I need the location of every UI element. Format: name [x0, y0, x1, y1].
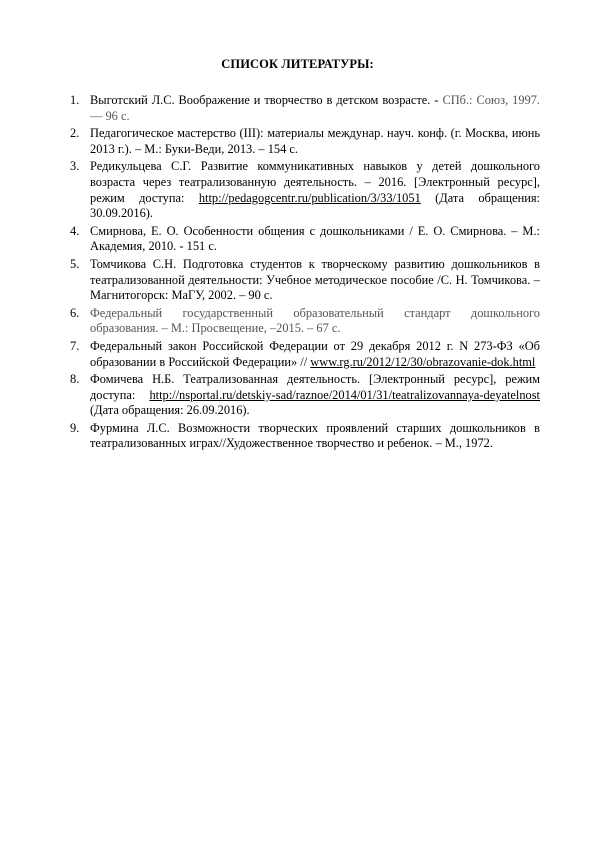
reference-link[interactable]: www.rg.ru/2012/12/30/obrazovanie-dok.html	[310, 354, 536, 369]
reference-number: 8.	[70, 372, 80, 387]
reference-number: 1.	[70, 93, 80, 107]
reference-text-grey: СПб.: Союз, 1997. — 96 с.	[90, 93, 540, 123]
reference-number: 4.	[70, 223, 80, 238]
reference-text: Фурмина Л.С. Возможности творческих проявлений старших дошкольников в театрализованных играх//Художественное творчество и ребенок. – М., 1972.	[90, 420, 540, 451]
reference-text: Фомичева Н.Б. Театрализованная деятельность. [Электронный ресурс], режим доступа:	[90, 372, 540, 402]
reference-item	[70, 93, 540, 124]
reference-number: 9.	[70, 420, 80, 435]
reference-list	[70, 93, 540, 454]
reference-item	[70, 159, 540, 221]
reference-item	[70, 372, 540, 419]
reference-number: 7.	[70, 338, 80, 353]
page-title: СПИСОК ЛИТЕРАТУРЫ:	[221, 57, 374, 71]
reference-link[interactable]: http://nsportal.ru/detskiy-sad/raznoe/2014/01/31/teatralizovannaya-deyatelnost	[149, 387, 540, 402]
reference-item	[70, 306, 540, 337]
reference-number: 5.	[70, 256, 80, 271]
reference-text-grey: Федеральный государственный образовательный стандарт дошкольного образования. – М.: Просвещение, –2015. – 67 с.	[90, 305, 540, 336]
reference-number: 6.	[70, 305, 80, 320]
reference-item	[70, 339, 540, 370]
reference-item	[70, 257, 540, 304]
reference-text: Смирнова, Е. О. Особенности общения с дошкольниками / Е. О. Смирнова. – М.: Академия, 2010. - 151 с.	[90, 223, 540, 254]
reference-text: Выготский Л.С. Воображение и творчество в детском возрасте. -	[90, 93, 439, 107]
reference-number: 3.	[70, 159, 80, 174]
reference-link[interactable]: http://pedagogcentr.ru/publication/3/33/1051	[198, 190, 421, 205]
reference-text: Редикульцева С.Г. Развитие коммуникативных навыков у детей дошкольного возраста через театрализованную деятельность. – 2016. [Электронный ресурс], режим доступа:	[90, 159, 540, 205]
reference-text: Томчикова С.Н. Подготовка студентов к творческому развитию дошкольников в театрализованной деятельности: Учебное методическое пособие /С. Н. Томчикова. – Магнитогорск: МаГУ, 2002. – 90 с.	[90, 256, 540, 303]
reference-item	[70, 126, 540, 157]
reference-text-after: (Дата обращения: 26.09.2016).	[90, 403, 250, 418]
reference-text-after: (Дата обращения: 30.09.2016).	[90, 190, 540, 221]
reference-number: 2.	[70, 126, 80, 141]
reference-item	[70, 421, 540, 452]
reference-item	[70, 224, 540, 255]
reference-text: Федеральный закон Российской Федерации от 29 декабря 2012 г. N 273-ФЗ «Об образовании в Российской Федерации» //	[90, 338, 540, 369]
reference-text: Педагогическое мастерство (III): материалы междунар. науч. конф. (г. Москва, июнь 2013 г.). – М.: Буки-Веди, 2013. – 154 с.	[90, 126, 540, 156]
